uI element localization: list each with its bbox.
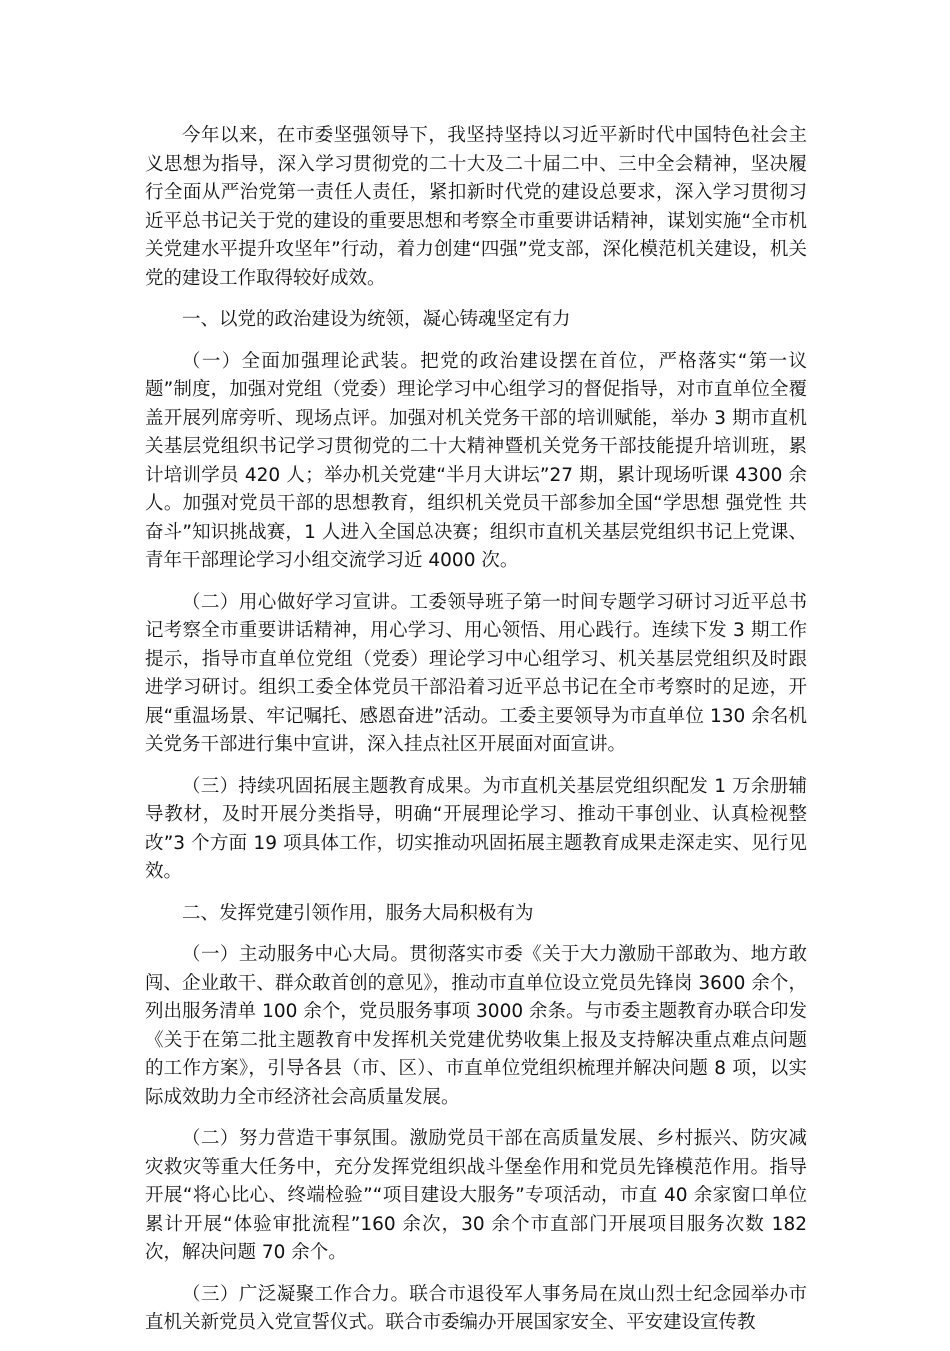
paragraph-1-2: （二）用心做好学习宣讲。工委领导班子第一时间专题学习研讨习近平总书记考察全市重要讲话精神，用心学习、用心领悟、用心践行。连续下发 3 期工作提示，指导市直单位党组（党委）理论学习中心组学习、机关基层党组织及时跟进学习研讨。组织工委全体党员干部沿着习近平总书记在全市考察时的足迹，开展“重温场景、牢记嘱托、感恩奋进”活动。工委主要领导为市直单位 130 余名机关党务干部进行集中宣讲，深入挂点社区开展面对面宣讲。 (145, 591, 807, 755)
intro-paragraph: 今年以来，在市委坚强领导下，我坚持坚持以习近平新时代中国特色社会主义思想为指导，深入学习贯彻党的二十大及二十届二中、三中全会精神，坚决履行全面从严治党第一责任人责任，紧扣新时代党的建设总要求，深入学习贯彻习近平总书记关于党的建设的重要思想和考察全市重要讲话精神，谋划实施“全市机关党建水平提升攻坚年”行动，着力创建“四强”党支部，深化模范机关建设，机关党的建设工作取得较好成效。 (145, 125, 807, 289)
paragraph-2-2: （二）努力营造干事氛围。激励党员干部在高质量发展、乡村振兴、防灾减灾救灾等重大任务中，充分发挥党组织战斗堡垒作用和党员先锋模范作用。指导开展“将心比心、终端检验”“项目建设大服务”专项活动，市直 40 余家窗口单位累计开展“体验审批流程”160 余次，30 余个市直部门开展项目服务次数 182 次，解决问题 70 余个。 (145, 1128, 807, 1263)
section-heading-2: 二、发挥党建引领作用，服务大局积极有为 (182, 902, 534, 924)
section-heading-1: 一、以党的政治建设为统领，凝心铸魂坚定有力 (182, 309, 571, 330)
paragraph-1-1: （一）全面加强理论武装。把党的政治建设摆在首位，严格落实“第一议题”制度，加强对党组（党委）理论学习中心组学习的督促指导，对市直单位全覆盖开展列席旁听、现场点评。加强对机关党务干部的培训赋能，举办 3 期市直机关基层党组织书记学习贯彻党的二十大精神暨机关党务干部技能提升培训班，累计培训学员 420 人；举办机关党建“半月大讲坛”27 期，累计现场听课 4300 余人。加强对党员干部的思想教育，组织机关党员干部参加全国“学思想 强党性 共奋斗”知识挑战赛，1 人进入全国总决赛；组织市直机关基层党组织书记上党课、青年干部理论学习小组交流学习近 4000 次。 (145, 350, 807, 571)
paragraph-2-3: （三）广泛凝聚工作合力。联合市退役军人事务局在岚山烈士纪念园举办市直机关新党员入党宣誓仪式。联合市委编办开展国家安全、平安建设宣传教 (145, 1283, 807, 1333)
document-page (145, 122, 807, 1351)
paragraph-1-3: （三）持续巩固拓展主题教育成果。为市直机关基层党组织配发 1 万余册辅导教材，及时开展分类指导，明确“开展理论学习、推动干事创业、认真检视整改”3 个方面 19 项具体工作，切实推动巩固拓展主题教育成果走深走实、见行见效。 (145, 775, 807, 882)
paragraph-2-1: （一）主动服务中心大局。贯彻落实市委《关于大力激励干部敢为、地方敢闯、企业敢干、群众敢首创的意见》，推动市直单位设立党员先锋岗 3600 余个，列出服务清单 100 余个，党员服务事项 3000 余条。与市委主题教育办联合印发《关于在第二批主题教育中发挥机关党建优势收集上报及支持解决重点难点问题的工作方案》，引导各县（市、区）、市直单位党组织梳理并解决问题 8 项，以实际成效助力全市经济社会高质量发展。 (145, 944, 807, 1108)
